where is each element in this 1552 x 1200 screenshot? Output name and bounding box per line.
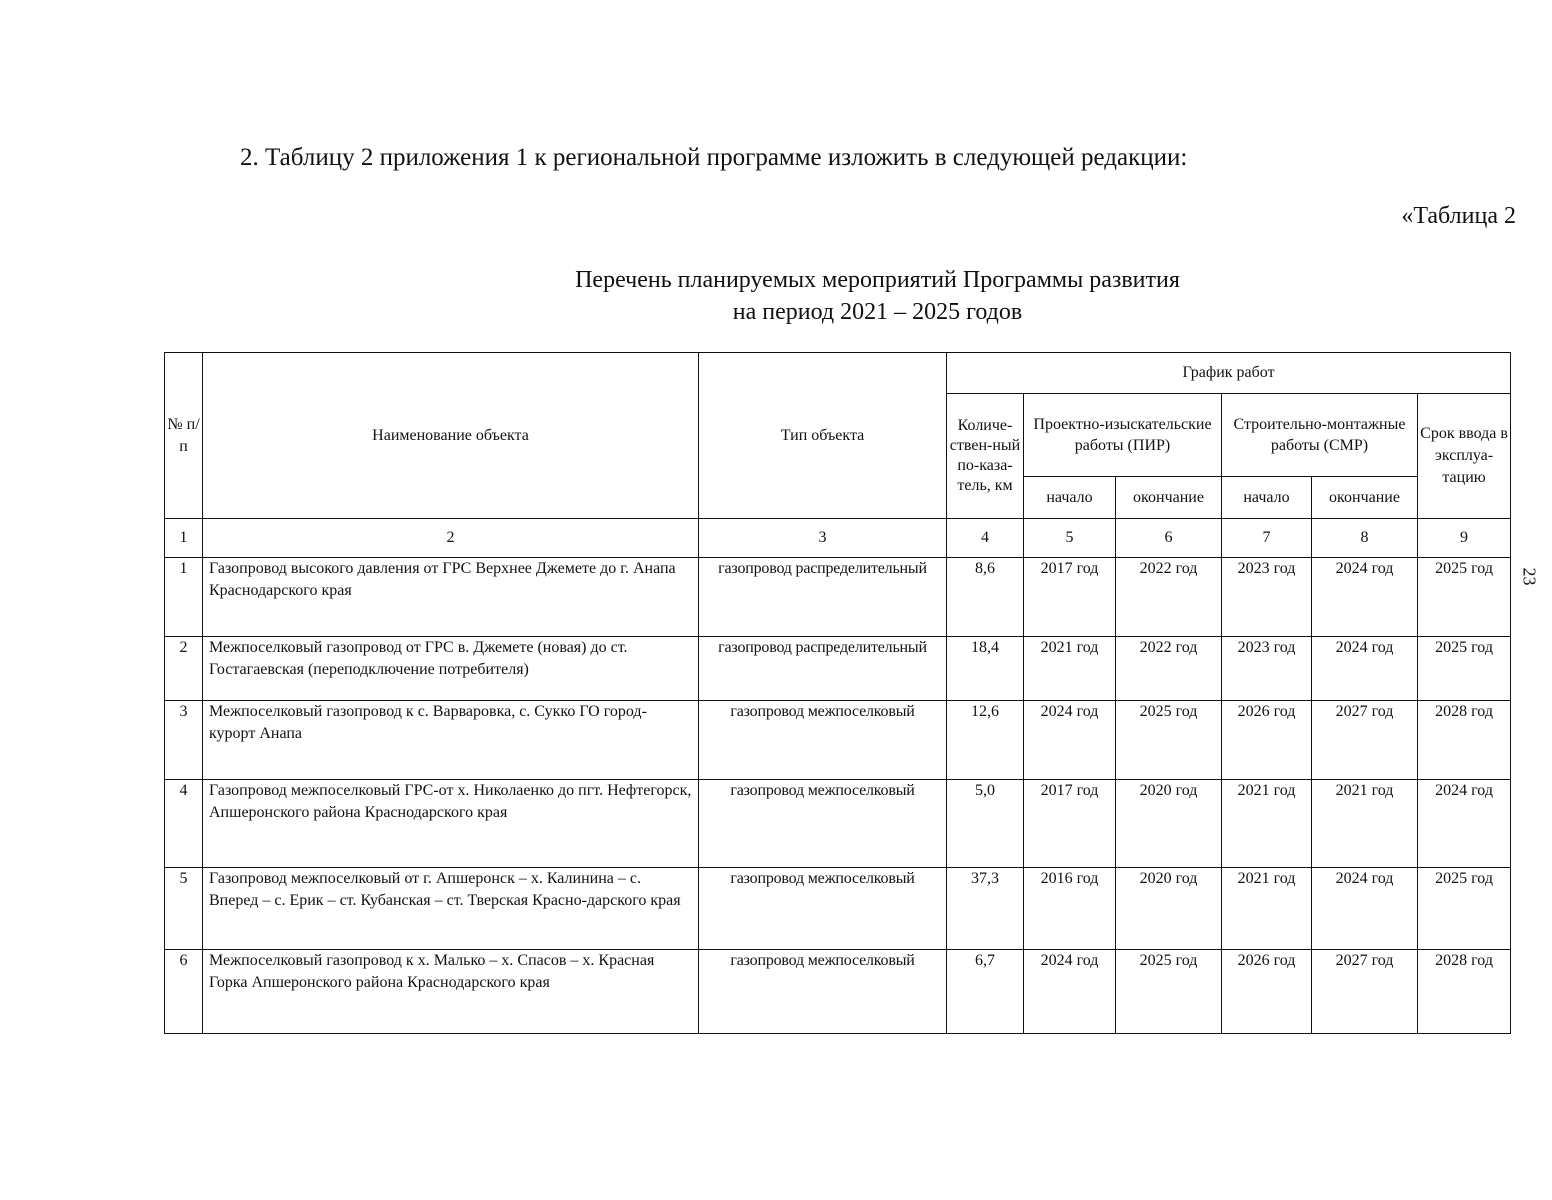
column-number: 1 (165, 519, 203, 558)
header-pir: Проектно-изыскательские работы (ПИР) (1024, 394, 1222, 477)
column-number: 2 (203, 519, 699, 558)
row-pir-end: 2020 год (1116, 780, 1222, 868)
row-smr-start: 2023 год (1222, 558, 1312, 637)
header-quantity: Количе-ствен-ный по-каза-тель, км (947, 394, 1024, 519)
row-smr-end: 2024 год (1312, 868, 1418, 950)
intro-paragraph: 2. Таблицу 2 приложения 1 к региональной программе изложить в следующей редакции: (240, 144, 1188, 171)
row-commission: 2025 год (1418, 637, 1511, 701)
table-title (440, 264, 1315, 328)
row-smr-start: 2021 год (1222, 868, 1312, 950)
row-quantity: 8,6 (947, 558, 1024, 637)
row-pir-end: 2025 год (1116, 950, 1222, 1034)
column-number: 8 (1312, 519, 1418, 558)
row-commission: 2025 год (1418, 558, 1511, 637)
table-row (165, 701, 1511, 780)
row-quantity: 37,3 (947, 868, 1024, 950)
row-pir-end: 2020 год (1116, 868, 1222, 950)
table-body (165, 519, 1511, 1034)
works-table (164, 352, 1511, 1034)
row-num: 5 (165, 868, 203, 950)
table-title-line-2: на период 2021 – 2025 годов (732, 299, 1023, 325)
row-pir-start: 2021 год (1024, 637, 1116, 701)
row-quantity: 6,7 (947, 950, 1024, 1034)
row-name: Межпоселковый газопровод от ГРС в. Джемете (новая) до ст. Гостагаевская (переподключение потребителя) (203, 637, 699, 701)
header-smr: Строительно-монтажные работы (СМР) (1222, 394, 1418, 477)
row-pir-end: 2022 год (1116, 637, 1222, 701)
row-commission: 2028 год (1418, 701, 1511, 780)
row-pir-start: 2016 год (1024, 868, 1116, 950)
table-row (165, 637, 1511, 701)
row-smr-end: 2027 год (1312, 950, 1418, 1034)
header-smr-start: начало (1222, 477, 1312, 519)
column-number-row (165, 519, 1511, 558)
column-number: 7 (1222, 519, 1312, 558)
row-quantity: 12,6 (947, 701, 1024, 780)
header-type: Тип объекта (699, 353, 947, 519)
page-number: 23 (1519, 567, 1540, 586)
row-type: газопровод межпоселковый (699, 701, 947, 780)
header-pir-end: окончание (1116, 477, 1222, 519)
row-pir-start: 2017 год (1024, 780, 1116, 868)
row-quantity: 5,0 (947, 780, 1024, 868)
row-pir-end: 2022 год (1116, 558, 1222, 637)
column-number: 3 (699, 519, 947, 558)
row-name: Газопровод межпоселковый от г. Апшеронск – х. Калинина – с. Вперед – с. Ерик – ст. Кубанская – ст. Тверская Красно-дарского края (203, 868, 699, 950)
table-header (165, 353, 1511, 519)
row-type: газопровод межпоселковый (699, 868, 947, 950)
row-name: Межпоселковый газопровод к с. Варваровка, с. Сукко ГО город-курорт Анапа (203, 701, 699, 780)
row-smr-end: 2027 год (1312, 701, 1418, 780)
row-smr-start: 2026 год (1222, 701, 1312, 780)
row-name: Газопровод высокого давления от ГРС Верхнее Джемете до г. Анапа Краснодарского края (203, 558, 699, 637)
row-type: газопровод распределительный (699, 558, 947, 637)
row-type: газопровод межпоселковый (699, 950, 947, 1034)
row-smr-end: 2021 год (1312, 780, 1418, 868)
row-commission: 2025 год (1418, 868, 1511, 950)
row-num: 1 (165, 558, 203, 637)
table-row (165, 950, 1511, 1034)
row-pir-start: 2024 год (1024, 950, 1116, 1034)
header-commission: Срок ввода в эксплуа-тацию (1418, 394, 1511, 519)
row-smr-start: 2026 год (1222, 950, 1312, 1034)
row-pir-start: 2024 год (1024, 701, 1116, 780)
row-smr-end: 2024 год (1312, 558, 1418, 637)
header-num: № п/п (165, 353, 203, 519)
header-smr-end: окончание (1312, 477, 1418, 519)
row-pir-start: 2017 год (1024, 558, 1116, 637)
row-type: газопровод межпоселковый (699, 780, 947, 868)
row-num: 4 (165, 780, 203, 868)
row-type: газопровод распределительный (699, 637, 947, 701)
column-number: 5 (1024, 519, 1116, 558)
table-label: «Таблица 2 (1401, 203, 1516, 229)
row-commission: 2024 год (1418, 780, 1511, 868)
row-num: 3 (165, 701, 203, 780)
row-pir-end: 2025 год (1116, 701, 1222, 780)
row-commission: 2028 год (1418, 950, 1511, 1034)
column-number: 9 (1418, 519, 1511, 558)
row-name: Газопровод межпоселковый ГРС-от х. Николаенко до пгт. Нефтегорск, Апшеронского района Краснодарского края (203, 780, 699, 868)
row-smr-end: 2024 год (1312, 637, 1418, 701)
header-name: Наименование объекта (203, 353, 699, 519)
column-number: 6 (1116, 519, 1222, 558)
column-number: 4 (947, 519, 1024, 558)
row-num: 2 (165, 637, 203, 701)
row-smr-start: 2021 год (1222, 780, 1312, 868)
row-smr-start: 2023 год (1222, 637, 1312, 701)
table-row (165, 780, 1511, 868)
table-row (165, 868, 1511, 950)
row-name: Межпоселковый газопровод к х. Малько – х. Спасов – х. Красная Горка Апшеронского района Краснодарского края (203, 950, 699, 1034)
table-title-line-1: Перечень планируемых мероприятий Программы развития (575, 267, 1180, 293)
header-pir-start: начало (1024, 477, 1116, 519)
row-quantity: 18,4 (947, 637, 1024, 701)
header-schedule: График работ (947, 353, 1511, 394)
table-row (165, 558, 1511, 637)
row-num: 6 (165, 950, 203, 1034)
